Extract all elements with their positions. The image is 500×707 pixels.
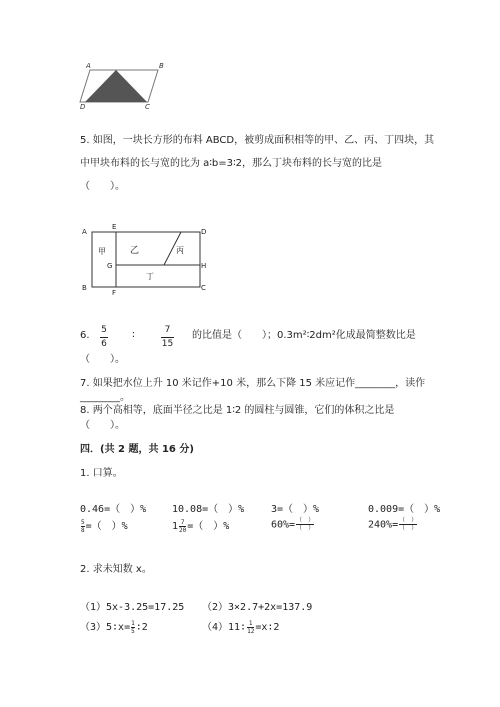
q8-line2: （ ）。 xyxy=(80,420,125,431)
vertex-label-C: C xyxy=(145,103,150,110)
rect-label-E: E xyxy=(112,223,117,231)
oral-item-1: 0.46=（ ）% xyxy=(80,504,147,515)
parallelogram-figure xyxy=(78,58,168,110)
fraction-5-8: $\frac{5}{8}$ xyxy=(81,518,85,534)
q6-colon: ∶ xyxy=(132,330,135,341)
rect-label-C: C xyxy=(201,284,206,292)
q8-line1: 8. 两个高相等，底面半径之比是 1∶2 的圆柱与圆锥，它们的体积之比是 xyxy=(80,405,395,416)
rect-label-B: B xyxy=(82,284,87,292)
rect-label-F: F xyxy=(112,289,117,297)
shaded-triangle xyxy=(85,70,147,102)
rectangle-figure xyxy=(80,222,215,297)
fraction-blank-1: （ ） （ ） xyxy=(296,517,315,532)
vertex-label-B: B xyxy=(159,62,164,70)
vertex-label-D: D xyxy=(80,103,86,110)
oral-item-2: 10.08=（ ）% xyxy=(172,504,245,515)
q5-line1: 5. 如图，一块长方形的布料 ABCD，被剪成面积相等的甲、乙、丙、丁四块，其 xyxy=(80,135,435,146)
q7-line1: 7. 如果把水位上升 10 米记作+10 米，那么下降 15 米应记作________，读作 xyxy=(80,378,426,389)
piece-jia: 甲 xyxy=(98,247,106,256)
fraction-1-5: $\frac{1}{5}$ xyxy=(131,619,135,635)
piece-ding: 丁 xyxy=(146,272,154,281)
fraction-blank-2: （ ） （ ） xyxy=(399,517,418,532)
vertex-label-A: A xyxy=(86,62,91,70)
q7-line2: ________。 xyxy=(80,392,130,403)
oral-title: 1. 口算。 xyxy=(80,468,123,479)
oral-item-8: 240%= （ ） （ ） xyxy=(368,517,418,532)
oral-item-4: 0.009=（ ）% xyxy=(368,504,441,515)
oral-item-3: 3=（ ）% xyxy=(271,504,320,515)
q6-line2: （ ）。 xyxy=(80,354,125,365)
equation-1: （1）5x-3.25=17.25 xyxy=(80,602,185,613)
equation-2: （2）3×2.7+2x=137.9 xyxy=(202,602,313,613)
q6-text: 的比值是（ ）；0.3m²∶2dm²化成最简整数比是 xyxy=(192,330,416,341)
unknown-title: 2. 求未知数 x。 xyxy=(80,564,152,575)
rect-label-G: G xyxy=(107,262,113,270)
equation-4: （4）11∶ $\frac{1}{12}$ =x∶2 xyxy=(202,619,280,635)
fraction-7-20: $\frac{7}{20}$ xyxy=(179,518,187,534)
oral-item-6: 1 $\frac{7}{20}$ =（ ）% xyxy=(172,518,230,534)
oral-item-5: $\frac{5}{8}$ =（ ）% xyxy=(81,518,128,534)
q6-number: 6. xyxy=(80,330,90,341)
q6-fraction-1: 5 6 xyxy=(101,325,107,349)
rect-label-D: D xyxy=(201,228,207,236)
q6-fraction-2: 7 15 xyxy=(161,325,174,349)
rect-label-H: H xyxy=(201,262,207,270)
piece-yi: 乙 xyxy=(130,246,140,256)
oral-item-7: 60%= （ ） （ ） xyxy=(271,517,315,532)
section-heading: 四．(共 2 题，共 16 分) xyxy=(80,444,194,455)
equation-3: （3）5∶x= $\frac{1}{5}$ ∶2 xyxy=(80,619,148,635)
rect-label-A: A xyxy=(82,228,87,236)
fraction-1-12: $\frac{1}{12}$ xyxy=(247,619,255,635)
piece-bing: 丙 xyxy=(176,246,184,255)
q5-line2: 中甲块布料的长与宽的比为 a∶b=3∶2，那么丁块布料的长与宽的比是 xyxy=(80,158,382,169)
q5-line3: （ ）。 xyxy=(80,181,125,192)
